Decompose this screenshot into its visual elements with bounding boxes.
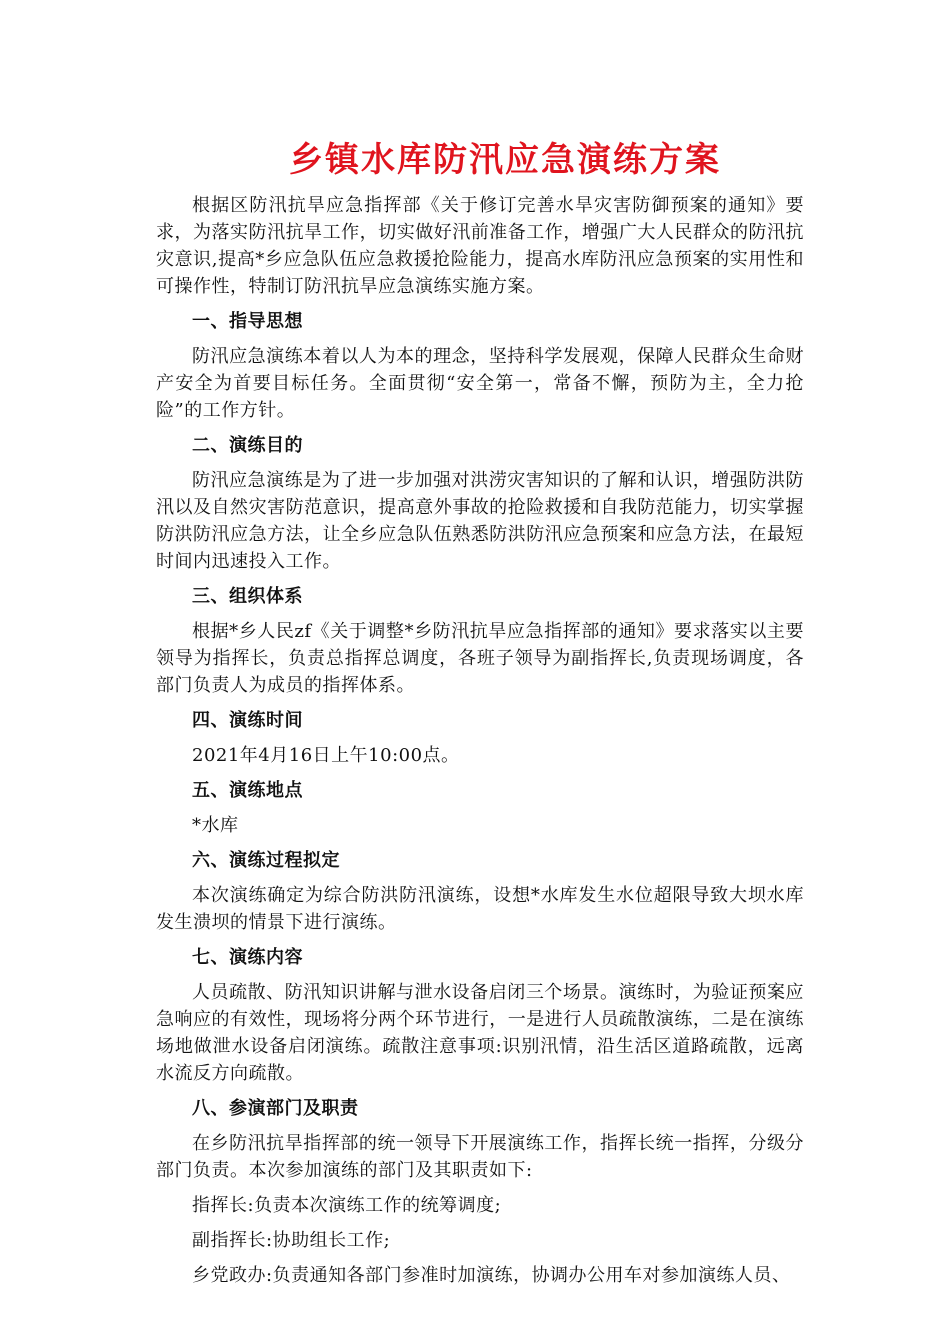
section-guiding-thought bbox=[156, 308, 804, 432]
section-paragraph: 乡党政办:负责通知各部门参准时加演练，协调办公用车对参加演练人员、 bbox=[192, 1265, 791, 1286]
document-title: 乡镇水库防汛应急演练方案 bbox=[289, 140, 721, 180]
section-time bbox=[156, 707, 804, 777]
section-paragraph: 根据*乡人民zf《关于调整*乡防汛抗旱应急指挥部的通知》要求落实以主要领导为指挥长，负责总指挥总调度，各班子领导为副指挥长,负责现场调度，各部门负责人为成员的指挥体系。 bbox=[156, 621, 804, 696]
section-heading: 八、参演部门及职责 bbox=[192, 1098, 359, 1119]
document-body bbox=[156, 192, 804, 1297]
section-paragraph: *水库 bbox=[192, 815, 239, 836]
section-heading: 七、演练内容 bbox=[192, 947, 303, 968]
section-departments bbox=[156, 1095, 804, 1297]
section-heading: 四、演练时间 bbox=[192, 710, 303, 731]
section-heading: 一、指导思想 bbox=[192, 311, 303, 332]
section-location bbox=[156, 777, 804, 847]
section-paragraph: 指挥长:负责本次演练工作的统筹调度; bbox=[192, 1195, 502, 1216]
intro-paragraph: 根据区防汛抗旱应急指挥部《关于修订完善水旱灾害防御预案的通知》要求，为落实防汛抗旱工作，切实做好汛前准备工作，增强广大人民群众的防汛抗灾意识,提高*乡应急队伍应急救援抢险能力，提高水库防汛应急预案的实用性和可操作性，特制订防汛抗旱应急演练实施方案。 bbox=[156, 195, 804, 297]
section-paragraph: 副指挥长:协助组长工作; bbox=[192, 1230, 391, 1251]
section-organization bbox=[156, 583, 804, 707]
section-heading: 五、演练地点 bbox=[192, 780, 303, 801]
section-paragraph: 本次演练确定为综合防洪防汛演练，设想*水库发生水位超限导致大坝水库发生溃坝的情景下进行演练。 bbox=[156, 885, 804, 933]
section-paragraph: 2021年4月16日上午10:00点。 bbox=[192, 745, 460, 766]
section-paragraph: 人员疏散、防汛知识讲解与泄水设备启闭三个场景。演练时，为验证预案应急响应的有效性，现场将分两个环节进行，一是进行人员疏散演练，二是在演练场地做泄水设备启闭演练。疏散注意事项:识别汛情，沿生活区道路疏散，远离水流反方向疏散。 bbox=[156, 982, 804, 1084]
section-heading: 二、演练目的 bbox=[192, 435, 303, 456]
section-paragraph: 在乡防汛抗旱指挥部的统一领导下开展演练工作，指挥长统一指挥，分级分部门负责。本次参加演练的部门及其职责如下: bbox=[156, 1133, 804, 1181]
section-heading: 三、组织体系 bbox=[192, 586, 303, 607]
section-paragraph: 防汛应急演练是为了进一步加强对洪涝灾害知识的了解和认识，增强防洪防汛以及自然灾害防范意识，提高意外事故的抢险救援和自我防范能力，切实掌握防洪防汛应急方法，让全乡应急队伍熟悉防洪防汛应急预案和应急方法，在最短时间内迅速投入工作。 bbox=[156, 470, 804, 572]
section-process bbox=[156, 847, 804, 944]
section-content bbox=[156, 944, 804, 1095]
section-paragraph: 防汛应急演练本着以人为本的理念，坚持科学发展观，保障人民群众生命财产安全为首要目标任务。全面贯彻“安全第一，常备不懈，预防为主，全力抢险”的工作方针。 bbox=[156, 346, 804, 421]
section-purpose bbox=[156, 432, 804, 583]
section-heading: 六、演练过程拟定 bbox=[192, 850, 340, 871]
